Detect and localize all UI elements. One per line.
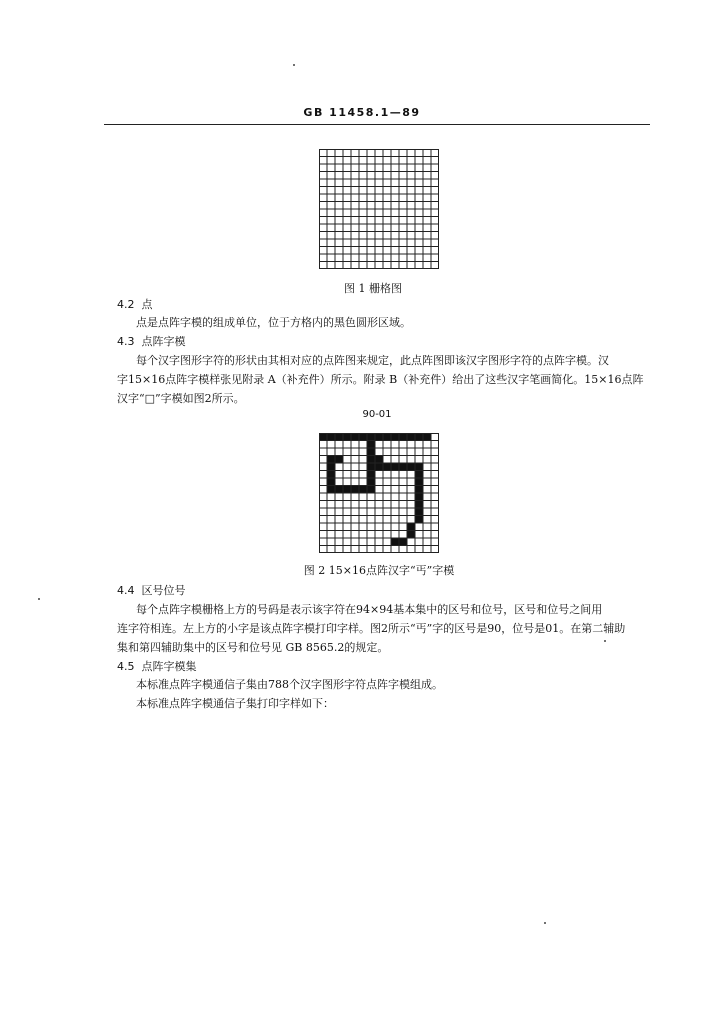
- section-4-5-line-1: 本标准点阵字模通信子集由788个汉字图形字符点阵字模组成。: [136, 678, 443, 691]
- section-4-2-heading: [117, 296, 153, 312]
- filled-dot: [327, 486, 335, 494]
- section-title: 区号位号: [141, 584, 186, 597]
- page-header: GB 11458.1—89: [303, 106, 421, 119]
- filled-dot: [391, 538, 399, 546]
- section-4-4-heading: [117, 582, 186, 598]
- section-4-5-heading: [117, 658, 197, 674]
- filled-dot: [367, 456, 375, 464]
- filled-dot: [335, 486, 343, 494]
- scan-speck: [293, 64, 295, 66]
- filled-dot: [407, 463, 415, 471]
- filled-dot: [343, 433, 351, 441]
- section-number: 4.2: [117, 298, 135, 311]
- figure2-code: 90-01: [362, 409, 392, 420]
- section-number: 4.3: [117, 335, 135, 348]
- filled-dot: [415, 516, 423, 524]
- filled-dot: [399, 463, 407, 471]
- filled-dot: [327, 471, 335, 479]
- figure1-grid: [319, 149, 439, 269]
- filled-dot: [399, 538, 407, 546]
- filled-dot: [327, 456, 335, 464]
- section-4-3-line-3: 汉字“□”字模如图2所示。: [117, 392, 245, 405]
- filled-dot: [415, 508, 423, 516]
- filled-dot: [327, 463, 335, 471]
- filled-dot: [423, 433, 431, 441]
- filled-dot: [359, 486, 367, 494]
- filled-dot: [367, 441, 375, 449]
- section-number: 4.4: [117, 584, 135, 597]
- section-4-4-line-1: 每个点阵字模栅格上方的号码是表示该字符在94×94基本集中的区号和位号，区号和位号之间用: [136, 603, 603, 616]
- filled-dot: [407, 531, 415, 539]
- filled-dot: [319, 433, 327, 441]
- figure2-dot-matrix: [319, 433, 439, 553]
- filled-dot: [407, 433, 415, 441]
- section-4-4-line-2: 连字符相连。左上方的小字是该点阵字模打印字样。图2所示“丐”字的区号是90，位号是01。在第二辅助: [117, 622, 626, 635]
- filled-dot: [415, 433, 423, 441]
- filled-dot: [383, 463, 391, 471]
- filled-dot: [391, 463, 399, 471]
- filled-dot: [327, 433, 335, 441]
- filled-dot: [351, 433, 359, 441]
- header-rule: [104, 124, 650, 125]
- filled-dot: [407, 523, 415, 531]
- filled-dot: [415, 501, 423, 509]
- filled-dot: [415, 463, 423, 471]
- filled-dot: [399, 433, 407, 441]
- filled-dot: [367, 448, 375, 456]
- scan-speck: [38, 598, 40, 600]
- filled-dot: [415, 493, 423, 501]
- scan-speck: [544, 922, 546, 924]
- section-4-4-line-3: 集和第四辅助集中的区号和位号见 GB 8565.2的规定。: [117, 641, 389, 654]
- scan-speck: [604, 640, 606, 642]
- filled-dot: [367, 486, 375, 494]
- filled-dot: [327, 478, 335, 486]
- section-title: 点阵字模: [141, 335, 186, 348]
- section-4-3-line-2: 字15×16点阵字模样张见附录 A（补充件）所示。附录 B（补充件）给出了这些汉字笔画简化。15×16点阵: [117, 373, 644, 386]
- section-title: 点: [141, 298, 153, 311]
- section-4-2-line-1: 点是点阵字模的组成单位，位于方格内的黑色圆形区域。: [136, 316, 411, 329]
- section-title: 点阵字模集: [141, 660, 197, 673]
- filled-dot: [367, 471, 375, 479]
- section-4-5-line-2: 本标准点阵字模通信子集打印字样如下：: [136, 697, 334, 710]
- filled-dot: [391, 433, 399, 441]
- filled-dot: [415, 486, 423, 494]
- filled-dot: [335, 433, 343, 441]
- section-4-3-heading: [117, 333, 186, 349]
- figure2-caption: 图 2 15×16点阵汉字“丐”字模: [303, 564, 455, 577]
- figure1-caption: 图 1 栅格图: [344, 282, 402, 295]
- filled-dot: [351, 486, 359, 494]
- section-4-3-line-1: 每个汉字图形字符的形状由其相对应的点阵图来规定，此点阵图即该汉字图形字符的点阵字模。汉: [136, 354, 609, 367]
- filled-dot: [375, 433, 383, 441]
- filled-dot: [367, 433, 375, 441]
- section-number: 4.5: [117, 660, 135, 673]
- filled-dot: [375, 456, 383, 464]
- filled-dot: [359, 433, 367, 441]
- filled-dot: [343, 486, 351, 494]
- filled-dot: [335, 456, 343, 464]
- filled-dot: [375, 463, 383, 471]
- filled-dot: [367, 463, 375, 471]
- filled-dot: [415, 471, 423, 479]
- filled-dot: [367, 478, 375, 486]
- filled-dot: [383, 433, 391, 441]
- filled-dot: [415, 478, 423, 486]
